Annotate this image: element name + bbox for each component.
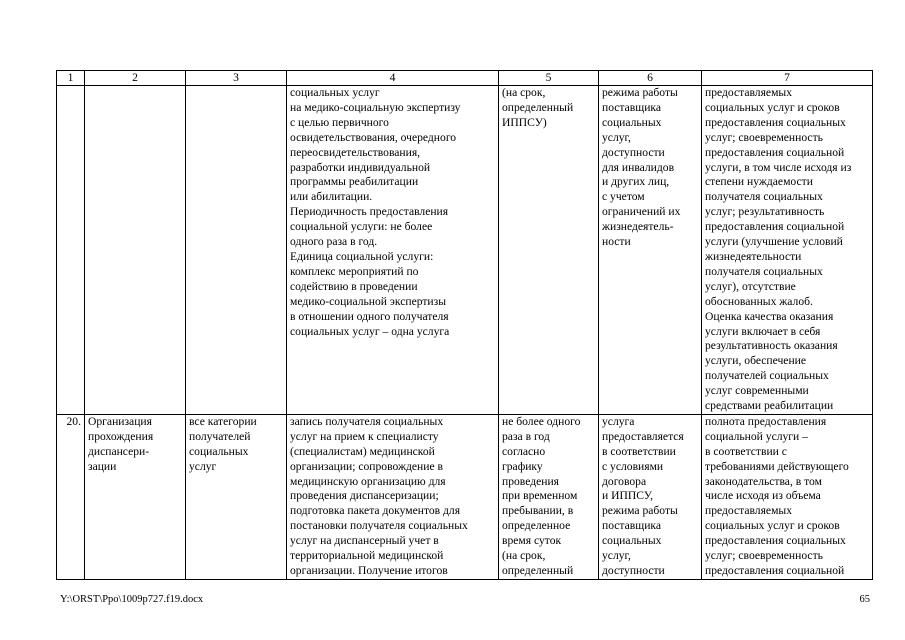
service-name-cell [85, 86, 186, 415]
table-row [57, 86, 873, 415]
table-row [57, 414, 873, 579]
column-number-3: 3 [186, 71, 287, 86]
conditions-cell: режима работы поставщика социальных услуг, доступности для инвалидов и других лиц, с учетом ограничений их жизнедеятель- ности [599, 86, 702, 415]
description-cell: запись получателя социальных услуг на прием к специалисту (специалистам) медицинской организации; сопровождение в медицинскую организацию для проведения диспансеризации; подготовка пакета документов для постановки получателя социальных услуг на диспансерный учет в территориальной медицинской организации. Получение итогов [287, 414, 499, 579]
quality-cell: предоставляемых социальных услуг и сроков предоставления социальных услуг; своевременность предоставления социальной услуги, в том числе исходя из степени нуждаемости получателя социальных услуг; результативность предоставления социальной услуги (улучшение условий жизнедеятельности получателя социальных услуг), отсутствие обоснованных жалоб. Оценка качества оказания услуги включает в себя результативность оказания услуги, обеспечение получателей социальных услуг современными средствами реабилитации [702, 86, 873, 415]
terms-cell: (на срок, определенный ИППСУ) [499, 86, 599, 415]
column-number-1: 1 [57, 71, 85, 86]
description-cell: социальных услуг на медико-социальную экспертизу с целью первичного освидетельствования, очередного переосвидетельствования, разработки индивидуальной программы реабилитации или абилитации. Периодичность предоставления социальной услуги: не более одного раза в год. Единица социальной услуги: комплекс мероприятий по содействию в проведении медико-социальной экспертизы в отношении одного получателя социальных услуг – одна услуга [287, 86, 499, 415]
row-number-cell [57, 86, 85, 415]
service-name-cell: Организация прохождения диспансери- зации [85, 414, 186, 579]
recipients-cell [186, 86, 287, 415]
column-number-4: 4 [287, 71, 499, 86]
column-number-5: 5 [499, 71, 599, 86]
column-number-6: 6 [599, 71, 702, 86]
header-row [57, 71, 873, 86]
row-number-cell: 20. [57, 414, 85, 579]
quality-cell: полнота предоставления социальной услуги – в соответствии с требованиями действующего законодательства, в том числе исходя из объема предоставляемых социальных услуг и сроков предоставления социальных услуг; своевременность предоставления социальной [702, 414, 873, 579]
conditions-cell: услуга предоставляется в соответствии с условиями договора и ИППСУ, режима работы поставщика социальных услуг, доступности [599, 414, 702, 579]
footer-file-path: Y:\ORST\Ppo\1009p727.f19.docx [60, 594, 204, 605]
terms-cell: не более одного раза в год согласно графику проведения при временном пребывании, в определенное время суток (на срок, определенный [499, 414, 599, 579]
column-number-7: 7 [702, 71, 873, 86]
page-number: 65 [859, 594, 870, 605]
column-number-2: 2 [85, 71, 186, 86]
services-table [56, 70, 873, 580]
recipients-cell: все категории получателей социальных услуг [186, 414, 287, 579]
